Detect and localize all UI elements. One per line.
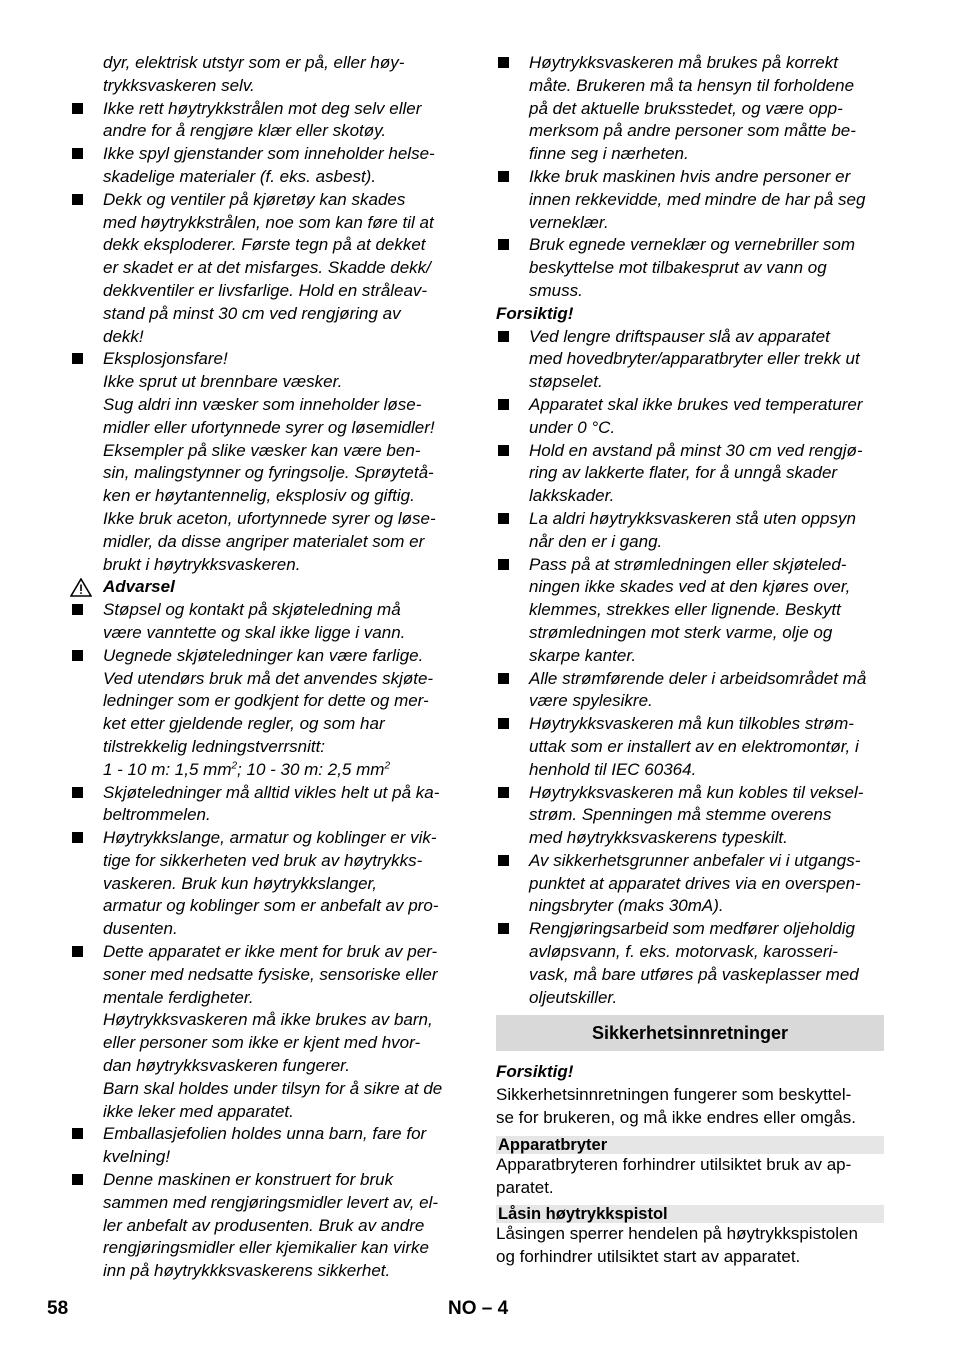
section-caution-label: Forsiktig! (496, 1062, 574, 1082)
text-line: ningen ikke skades ved at den kjøres over, (529, 577, 851, 597)
text-line: midler eller ufortynnede syrer og løsemidler! (103, 417, 435, 437)
subsection-text-line: Apparatbryteren forhindrer utilsiktet bruk av ap- (496, 1154, 852, 1174)
text-line: Høytrykksvaskeren må ikke brukes av barn, (103, 1010, 433, 1030)
square-bullet-icon (72, 148, 83, 159)
list-item (496, 440, 886, 508)
square-bullet-icon (498, 399, 509, 410)
text-line: trykksvaskeren selv. (103, 75, 255, 95)
list-item (70, 1169, 460, 1283)
text-line: dekk! (103, 326, 144, 346)
text-line: sammen med rengjøringsmidler levert av, el- (103, 1192, 439, 1212)
list-item (70, 941, 460, 1123)
text-line: andre for å rengjøre klær eller skotøy. (103, 121, 387, 141)
section-code: NO – 4 (448, 1298, 509, 1319)
square-bullet-icon (498, 718, 509, 729)
square-bullet-icon (72, 650, 83, 661)
list-item (70, 348, 460, 576)
text-line: mentale ferdigheter. (103, 987, 254, 1007)
list-item (70, 143, 460, 189)
text-line: strømledningen mot sterk varme, olje og (529, 622, 833, 642)
text-line: Alle strømførende deler i arbeidsområdet må (529, 668, 867, 688)
text-line: Skjøteledninger må alltid vikles helt ut på ka- (103, 782, 440, 802)
list-item (496, 394, 886, 440)
text-line: sin, malingstynner og fyringsolje. Sprøytetå- (103, 463, 434, 483)
list-item (496, 850, 886, 918)
square-bullet-icon (498, 171, 509, 182)
square-bullet-icon (72, 787, 83, 798)
text-line: Rengjøringsarbeid som medfører oljeholdig (529, 919, 855, 939)
text-line: tilstrekkelig ledningstverrsnitt: (103, 736, 326, 756)
cable-spec-part: ; 10 - 30 m: 2,5 mm (237, 759, 385, 779)
text-line: beskyttelse mot tilbakesprut av vann og (529, 258, 827, 278)
text-line: innen rekkevidde, med mindre de har på seg (529, 189, 866, 209)
warning-triangle-icon (70, 578, 92, 597)
text-line: finne seg i nærheten. (529, 144, 689, 164)
superscript: 2 (384, 760, 390, 772)
text-line: dekk eksploderer. Første tegn på at dekket (103, 235, 426, 255)
list-item (496, 508, 886, 554)
text-line: soner med nedsatte fysiske, sensoriske eller (103, 964, 438, 984)
square-bullet-icon (498, 239, 509, 250)
list-group (70, 782, 460, 1284)
list-item (496, 166, 886, 234)
text-line: Ved lengre driftspauser slå av apparatet (529, 326, 830, 346)
superscript: 2 (231, 760, 238, 772)
subsection-text-line: og forhindrer utilsiktet start av apparatet. (496, 1247, 801, 1267)
list-item (70, 645, 460, 759)
text-line: Hold en avstand på minst 30 cm ved rengjø- (529, 440, 863, 460)
section-title: Sikkerhetsinnretninger (496, 1015, 884, 1051)
text-line: måte. Brukeren må ta hensyn til forholdene (529, 75, 855, 95)
square-bullet-icon (498, 513, 509, 524)
warning-heading (70, 576, 460, 599)
text-line: strøm. Spenningen må stemme overens (529, 805, 832, 825)
text-line: armatur og koblinger som er anbefalt av pro- (103, 896, 439, 916)
text-line: Høytrykksvaskeren må kun tilkobles strøm- (529, 714, 854, 734)
text-line: Av sikkerhetsgrunner anbefaler vi i utgangs- (529, 850, 861, 870)
list-item (70, 782, 460, 828)
text-line: når den er i gang. (529, 531, 663, 551)
text-line: ningsbryter (maks 30mA). (529, 896, 724, 916)
square-bullet-icon (498, 57, 509, 68)
list-group (496, 326, 886, 1010)
text-line: Sug aldri inn væsker som inneholder løse- (103, 394, 422, 414)
text-line: på det aktuelle bruksstedet, og være opp- (529, 98, 843, 118)
list-item (70, 827, 460, 941)
text-line: Dekk og ventiler på kjøretøy kan skades (103, 189, 406, 209)
square-bullet-icon (72, 1128, 83, 1139)
text-line: oljeutskiller. (529, 987, 618, 1007)
section-intro-line: Sikkerhetsinnretningen fungerer som beskyttel- (496, 1085, 852, 1105)
text-line: dusenten. (103, 919, 178, 939)
text-line: Ikke sprut ut brennbare væsker. (103, 372, 343, 392)
text-line: med hovedbryter/apparatbryter eller trekk ut (529, 349, 860, 369)
text-line: Dette apparatet er ikke ment for bruk av per- (103, 942, 438, 962)
subsection-text-line: Låsingen sperrer hendelen på høytrykkspistolen (496, 1224, 858, 1244)
cable-spec-line (103, 759, 460, 782)
text-line: Ved utendørs bruk må det anvendes skjøte- (103, 668, 434, 688)
text-line: under 0 °C. (529, 417, 616, 437)
text-line: Ikke bruk aceton, ufortynnede syrer og løse- (103, 508, 436, 528)
square-bullet-icon (498, 855, 509, 866)
list-item (496, 326, 886, 394)
subsection-title: Låsin høytrykkspistol (496, 1205, 884, 1223)
square-bullet-icon (72, 1174, 83, 1185)
text-line: være spylesikre. (529, 691, 653, 711)
text-line: skadelige materialer (f. eks. asbest). (103, 166, 377, 186)
text-line: Pass på at strømledningen eller skjøteled- (529, 554, 847, 574)
text-line: med høytrykksvaskerens typeskilt. (529, 828, 788, 848)
left-column (70, 52, 460, 1283)
text-line: midler, da disse angriper materialet som er (103, 531, 425, 551)
list-item (70, 189, 460, 349)
text-line: verneklær. (529, 212, 609, 232)
square-bullet-icon (498, 559, 509, 570)
text-line: avløpsvann, f. eks. motorvask, karosseri- (529, 942, 838, 962)
subsection-text-line: paratet. (496, 1177, 554, 1197)
list-item (70, 98, 460, 144)
text-line: Emballasjefolien holdes unna barn, fare for (103, 1124, 427, 1144)
list-item (496, 234, 886, 302)
text-line: dekkventiler er livsfarlige. Hold en stråleav- (103, 280, 428, 300)
text-line: lakkskader. (529, 486, 615, 506)
text-line: Høytrykksvaskeren må kun kobles til veksel- (529, 782, 864, 802)
text-line: Denne maskinen er konstruert for bruk (103, 1170, 394, 1190)
list-group (70, 599, 460, 759)
text-line: eller personer som ikke er kjent med hvor- (103, 1033, 421, 1053)
text-line: ken er høytantennelig, eksplosiv og giftig. (103, 486, 415, 506)
text-line: Uegnede skjøteledninger kan være farlige. (103, 645, 424, 665)
list-item (496, 668, 886, 714)
text-line: er skadet er at det misfarges. Skadde dekk/ (103, 258, 431, 278)
text-line: uttak som er installert av en elektromontør, i (529, 736, 859, 756)
square-bullet-icon (498, 787, 509, 798)
text-line: Ikke bruk maskinen hvis andre personer er (529, 166, 851, 186)
text-line: dan høytrykksvaskeren fungerer. (103, 1056, 350, 1076)
text-line: Ikke rett høytrykkstrålen mot deg selv eller (103, 98, 422, 118)
text-line: punktet at apparatet drives via en overspen- (529, 873, 861, 893)
text-line: ikke leker med apparatet. (103, 1101, 294, 1121)
section-intro-line: se for brukeren, og må ikke endres eller omgås. (496, 1108, 857, 1128)
text-line: Apparatet skal ikke brukes ved temperaturer (529, 394, 863, 414)
right-column (496, 52, 886, 1269)
text-line: Høytrykkslange, armatur og koblinger er vik- (103, 828, 437, 848)
square-bullet-icon (72, 353, 83, 364)
text-line: ler anbefalt av produsenten. Bruk av andre (103, 1215, 425, 1235)
text-line: henhold til IEC 60364. (529, 759, 697, 779)
text-line: tige for sikkerheten ved bruk av høytrykks- (103, 850, 423, 870)
square-bullet-icon (72, 194, 83, 205)
list-item (496, 713, 886, 781)
square-bullet-icon (498, 923, 509, 934)
list-group (496, 52, 886, 303)
subsection-title: Apparatbryter (496, 1136, 884, 1154)
text-line: støpselet. (529, 372, 603, 392)
square-bullet-icon (498, 445, 509, 456)
text-line: Eksempler på slike væsker kan være ben- (103, 440, 421, 460)
text-line: klemmes, strekkes eller lignende. Beskytt (529, 600, 841, 620)
text-line: ket etter gjeldende regler, og som har (103, 714, 385, 734)
square-bullet-icon (72, 604, 83, 615)
text-line: beltrommelen. (103, 805, 211, 825)
text-line: vask, må bare utføres på vaskeplasser med (529, 964, 859, 984)
text-line: være vanntette og skal ikke ligge i vann. (103, 622, 406, 642)
text-line: merksom på andre personer som måtte be- (529, 121, 856, 141)
text-line: dyr, elektrisk utstyr som er på, eller høy- (103, 53, 405, 72)
list-item (70, 599, 460, 645)
text-line: vaskeren. Bruk kun høytrykkslanger, (103, 873, 378, 893)
text-line: skarpe kanter. (529, 645, 637, 665)
text-line: Støpsel og kontakt på skjøteledning må (103, 600, 401, 620)
text-line: brukt i høytrykksvaskeren. (103, 554, 301, 574)
text-line: rengjøringsmidler eller kjemikalier kan virke (103, 1238, 429, 1258)
square-bullet-icon (498, 331, 509, 342)
text-line: ring av lakkerte flater, for å unngå skader (529, 463, 838, 483)
text-line: med høytrykkstrålen, noe som kan føre til at (103, 212, 434, 232)
square-bullet-icon (72, 103, 83, 114)
caution-label: Forsiktig! (496, 303, 574, 323)
cable-spec-part: 1 - 10 m: 1,5 mm (103, 759, 232, 779)
square-bullet-icon (72, 832, 83, 843)
text-line: Eksplosjonsfare! (103, 349, 228, 369)
list-item (496, 554, 886, 668)
text-line: inn på høytrykkksvaskerens sikkerhet. (103, 1261, 391, 1281)
list-item (70, 1123, 460, 1169)
list-item (496, 782, 886, 850)
list-group (70, 98, 460, 577)
cable-spec (70, 759, 460, 782)
text-line: ledninger som er godkjent for dette og mer- (103, 691, 429, 711)
text-line: Ikke spyl gjenstander som inneholder helse- (103, 144, 435, 164)
page-number: 58 (47, 1298, 69, 1319)
text-line: Høytrykksvaskeren må brukes på korrekt (529, 53, 838, 72)
warning-label: Advarsel (103, 577, 175, 597)
text-line: La aldri høytrykksvaskeren stå uten oppsyn (529, 508, 856, 528)
text-line: stand på minst 30 cm ved rengjøring av (103, 303, 401, 323)
text-line: Barn skal holdes under tilsyn for å sikre at de (103, 1078, 443, 1098)
square-bullet-icon (498, 673, 509, 684)
continued-list-item (70, 52, 460, 98)
text-line: Bruk egnede verneklær og vernebriller som (529, 235, 855, 255)
text-line: kvelning! (103, 1147, 171, 1167)
list-item (496, 918, 886, 1009)
text-line: smuss. (529, 280, 583, 300)
list-item (496, 52, 886, 166)
square-bullet-icon (72, 946, 83, 957)
